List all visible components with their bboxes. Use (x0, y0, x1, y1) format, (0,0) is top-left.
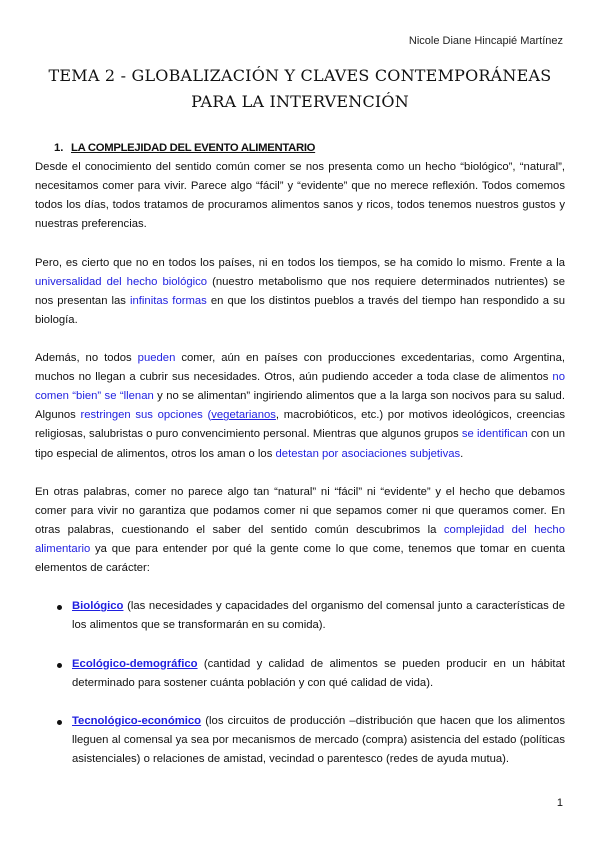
highlighted-term: complejidad del hecho alimentario (35, 523, 565, 555)
highlighted-term: detestan por asociaciones subjetivas (275, 447, 461, 460)
highlighted-term: restringen sus opciones ( (80, 409, 212, 422)
text-run: (las necesidades y capacidades del organismo del comensal junto a características de los alimentos que se transformarán en su comida). (72, 600, 565, 632)
text-run: (nuestro metabolismo que nos requiere determinados nutrientes) se nos presentan las (35, 275, 565, 307)
highlighted-term: universalidad del hecho biológico (35, 275, 208, 288)
highlighted-term: pueden (137, 352, 176, 365)
highlighted-term[interactable]: Ecológico-demográfico (72, 657, 198, 670)
bullet-list (35, 597, 565, 769)
text-run: con un tipo especial de alimentos, otros los aman o los (35, 428, 565, 460)
text-run: . (460, 447, 464, 460)
highlighted-term[interactable]: Tecnológico-económico (72, 714, 202, 727)
text-run: y no se alimentan” ingiriendo alimentos que a la larga son nocivos para su salud. Algunos (35, 390, 565, 422)
bullet-item (35, 655, 565, 693)
text-run: Pero, es cierto que no en todos los países, ni en todos los tiempos, se ha comido lo mismo. Frente a la (35, 256, 565, 269)
page-number: 1 (556, 797, 563, 809)
paragraph (35, 254, 565, 330)
text-run: Desde el conocimiento del sentido común comer se nos presenta como un hecho “biológico”, “natural”, necesitamos comer para vivir. Parece algo “fácil” y “evidente” que no merece reflexión. Todos comemos todos los días, todos tratamos de procuramos alimentos sanos y ricos, todos tenemos nuestros gustos y nuestras preferencias. (35, 161, 565, 231)
document-author: Nicole Diane Hincapié Martínez (408, 35, 563, 47)
document-title (30, 63, 570, 115)
highlighted-term: infinitas formas (129, 294, 207, 307)
highlighted-term[interactable]: vegetarianos (211, 409, 276, 422)
title-line-1: TEMA 2 - GLOBALIZACIÓN Y CLAVES CONTEMPORÁNEAS (48, 66, 552, 85)
highlighted-term[interactable]: Biológico (72, 600, 124, 613)
highlighted-term: se identifican (461, 428, 528, 441)
highlighted-term: no comen “bien” se “llenan (35, 371, 565, 403)
text-run: Además, no todos (35, 352, 138, 365)
text-run: comer, aún en países con producciones excedentarias, como Argentina, muchos no llegan a cubrir sus necesidades. Otros, aún pudiendo acceder a toda clase de alimentos (35, 352, 566, 384)
paragraph (35, 158, 565, 234)
bullet-item (35, 712, 565, 769)
text-run: en que los distintos pueblos a través del tiempo han respondido a su biología. (35, 294, 566, 326)
bullet-item (35, 597, 565, 635)
title-line-2: PARA LA INTERVENCIÓN (191, 92, 409, 111)
text-run: (cantidad y calidad de alimentos se pueden producir en un hábitat determinado para sostener cuánta población y con qué calidad de vida). (72, 657, 565, 689)
section-number: 1. (54, 142, 64, 154)
section-heading (54, 139, 565, 158)
document-body (35, 139, 565, 788)
paragraph (35, 349, 565, 464)
text-run: , macrobióticos, etc.) por motivos ideológicos, creencias religiosas, salubristas o puro convencimiento personal. Mientras que algunos grupos (35, 409, 566, 441)
text-run: ya que para entender por qué la gente come lo que come, tenemos que tomar en cuenta elementos de carácter: (35, 542, 565, 575)
paragraph (35, 483, 565, 578)
paragraphs (35, 158, 565, 578)
text-run: En otras palabras, comer no parece algo tan “natural” ni “fácil” ni “evidente” y el hecho que debamos comer para vivir no garantiza que podamos comer ni que sepamos comer ni que queramos comer. En otras palabras, cuestionando el saber del sentido común descubrimos la (35, 485, 565, 536)
text-run: (los circuitos de producción –distribución que hacen que los alimentos lleguen al comensal ya sea por mecanismos de mercado (compra) asistencia del estado (políticas asistenciales) o relaciones de amistad, vecindad o parentesco (redes de ayuda mutua). (72, 714, 565, 765)
section-heading-text: LA COMPLEJIDAD DEL EVENTO ALIMENTARIO (71, 142, 316, 154)
